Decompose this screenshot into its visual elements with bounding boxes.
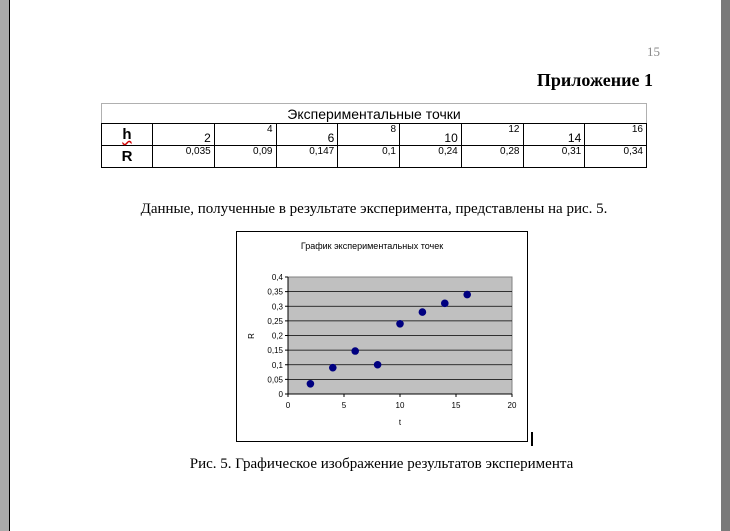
y-tick-label: 0,05 <box>267 375 283 385</box>
x-tick-label: 15 <box>451 401 461 410</box>
appendix-heading: Приложение 1 <box>536 70 653 90</box>
y-tick-label: 0,25 <box>267 316 283 326</box>
figure-caption: Рис. 5. Графическое изображение результатов эксперимента <box>189 456 574 472</box>
page-number: 15 <box>647 44 660 59</box>
data-point <box>307 380 315 388</box>
data-point <box>441 300 449 308</box>
y-tick-label: 0,15 <box>267 346 283 356</box>
data-point <box>374 361 382 369</box>
x-tick-label: 5 <box>341 401 347 410</box>
table-row-r <box>102 146 647 168</box>
r-value-cell: 0,24 <box>400 146 462 168</box>
row-label-h: h <box>102 124 153 146</box>
text-cursor <box>531 432 533 446</box>
y-tick-label: 0,4 <box>271 273 283 282</box>
r-value-cell: 0,34 <box>585 146 647 168</box>
table-title: Экспериментальные точки <box>102 104 647 124</box>
x-tick-label: 10 <box>395 401 405 410</box>
h-value-cell: 2 <box>153 124 215 146</box>
data-point <box>396 320 404 328</box>
r-value-cell: 0,1 <box>338 146 400 168</box>
r-value-cell: 0,147 <box>276 146 338 168</box>
experimental-points-table <box>101 103 647 168</box>
y-tick-label: 0,35 <box>267 287 283 297</box>
x-tick-label: 0 <box>285 401 291 410</box>
h-value-cell: 6 <box>276 124 338 146</box>
r-value-cell: 0,035 <box>153 146 215 168</box>
data-point <box>351 347 359 355</box>
chart-canvas <box>237 232 527 441</box>
y-tick-label: 0,2 <box>271 331 283 341</box>
h-value-cell: 4 <box>214 124 276 146</box>
chart-title: График экспериментальных точек <box>300 241 444 251</box>
x-tick-label: 20 <box>507 401 517 410</box>
r-value-cell: 0,09 <box>214 146 276 168</box>
table-row-h <box>102 124 647 146</box>
page-shadow <box>721 0 730 531</box>
data-point <box>419 308 427 316</box>
row-label-r: R <box>102 146 153 168</box>
h-value-cell: 10 <box>400 124 462 146</box>
h-value-cell: 14 <box>523 124 585 146</box>
x-axis-label: t <box>398 418 402 427</box>
h-value-cell: 16 <box>585 124 647 146</box>
y-tick-label: 0,1 <box>271 360 283 370</box>
y-axis-label: R <box>247 333 256 339</box>
data-point <box>463 291 471 299</box>
h-value-cell: 12 <box>461 124 523 146</box>
data-point <box>329 364 337 372</box>
y-tick-label: 0,3 <box>271 302 283 312</box>
y-tick-label: 0 <box>278 390 283 399</box>
r-value-cell: 0,31 <box>523 146 585 168</box>
body-paragraph: Данные, полученные в результате эксперимента, представлены на рис. 5. <box>140 201 608 217</box>
r-value-cell: 0,28 <box>461 146 523 168</box>
h-value-cell: 8 <box>338 124 400 146</box>
scatter-chart[interactable] <box>236 231 528 442</box>
